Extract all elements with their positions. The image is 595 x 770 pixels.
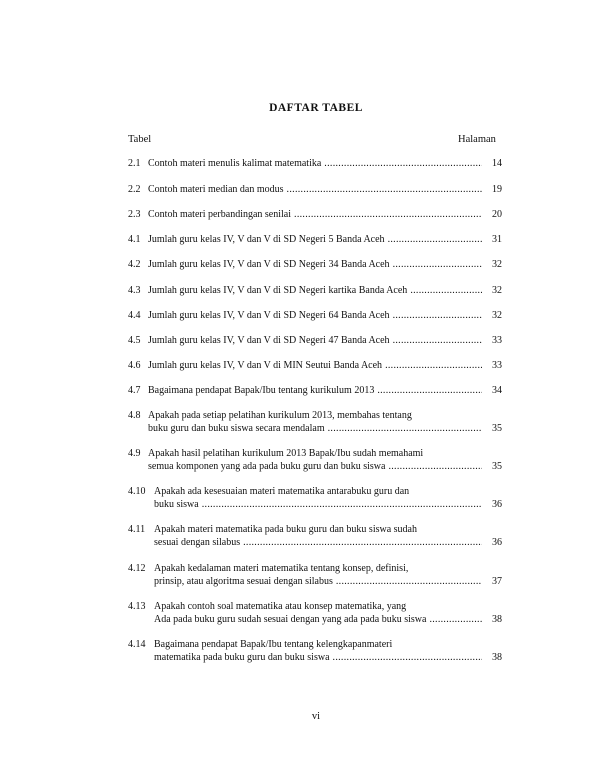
table-number: 2.3 [128, 209, 141, 220]
table-number: 4.2 [128, 259, 141, 270]
table-title: semua komponen yang ada pada buku guru dan buku siswa [148, 461, 386, 472]
table-title: Apakah kedalaman materi matematika tentang konsep, definisi, [154, 563, 409, 574]
dot-leader [243, 536, 482, 549]
page-reference: 32 [492, 259, 502, 270]
dot-leader [410, 284, 482, 297]
table-title: Contoh materi median dan modus [148, 184, 284, 195]
table-list-item [128, 157, 502, 170]
table-title: Jumlah guru kelas IV, V dan V di SD Negeri 47 Banda Aceh [148, 335, 390, 346]
table-number: 4.9 [128, 448, 141, 459]
page-reference: 35 [492, 461, 502, 472]
page-reference: 38 [492, 652, 502, 663]
table-number: 4.11 [128, 524, 146, 535]
dot-leader [393, 258, 482, 271]
table-title: Jumlah guru kelas IV, V dan V di SD Negeri 34 Banda Aceh [148, 259, 390, 270]
dot-leader [388, 233, 482, 246]
page-reference: 14 [492, 158, 502, 169]
page-number: vi [311, 711, 321, 722]
table-list-item [128, 600, 502, 626]
page-reference: 36 [492, 499, 502, 510]
table-number: 4.4 [128, 310, 141, 321]
page-reference: 38 [492, 614, 502, 625]
table-number: 4.12 [128, 563, 146, 574]
table-title: Apakah materi matematika pada buku guru dan buku siswa sudah [154, 524, 417, 535]
table-title: Jumlah guru kelas IV, V dan V di SD Negeri kartika Banda Aceh [148, 285, 408, 296]
table-number: 4.10 [128, 486, 146, 497]
table-list-item [128, 258, 502, 271]
table-title: Bagaimana pendapat Bapak/Ibu tentang kelengkapanmateri [154, 639, 393, 650]
table-number: 4.13 [128, 601, 146, 612]
table-list-item [128, 208, 502, 221]
table-list-item [128, 523, 502, 549]
page-reference: 34 [492, 385, 502, 396]
table-title: Contoh materi menulis kalimat matematika [148, 158, 322, 169]
page-reference: 20 [492, 209, 502, 220]
page-reference: 32 [492, 285, 502, 296]
table-number: 4.6 [128, 360, 141, 371]
dot-leader [202, 498, 482, 511]
page-reference: 36 [492, 537, 502, 548]
table-title: Apakah hasil pelatihan kurikulum 2013 Bapak/Ibu sudah memahami [148, 448, 424, 459]
page-reference: 32 [492, 310, 502, 321]
dot-leader [393, 334, 482, 347]
page-reference: 37 [492, 576, 502, 587]
table-list-item [128, 485, 502, 511]
table-list-item [128, 409, 502, 435]
table-title: Bagaimana pendapat Bapak/Ibu tentang kurikulum 2013 [148, 385, 375, 396]
table-title: Ada pada buku guru sudah sesuai dengan yang ada pada buku siswa [154, 614, 427, 625]
table-title: buku siswa [154, 499, 199, 510]
table-title: prinsip, atau algoritma sesuai dengan silabus [154, 576, 333, 587]
table-number: 4.7 [128, 385, 141, 396]
table-number: 4.3 [128, 285, 141, 296]
table-number: 2.2 [128, 184, 141, 195]
dot-leader [429, 613, 482, 626]
table-list-item [128, 447, 502, 473]
table-title: Apakah pada setiap pelatihan kurikulum 2013, membahas tentang [148, 410, 412, 421]
table-number: 4.14 [128, 639, 146, 650]
table-title: buku guru dan buku siswa secara mendalam [148, 423, 325, 434]
dot-leader [324, 157, 482, 170]
dot-leader [336, 575, 482, 588]
column-header-tabel: Tabel [128, 134, 152, 145]
page-reference: 35 [492, 423, 502, 434]
table-list-item [128, 233, 502, 246]
table-title: Contoh materi perbandingan senilai [148, 209, 292, 220]
table-title: matematika pada buku guru dan buku siswa [154, 652, 330, 663]
page-reference: 33 [492, 335, 502, 346]
dot-leader [328, 422, 482, 435]
dot-leader [385, 359, 482, 372]
dot-leader [393, 309, 482, 322]
table-list-item [128, 562, 502, 588]
table-number: 4.5 [128, 335, 141, 346]
table-list-item [128, 334, 502, 347]
table-title: Jumlah guru kelas IV, V dan V di SD Negeri 64 Banda Aceh [148, 310, 390, 321]
page-reference: 31 [492, 234, 502, 245]
table-list-item [128, 309, 502, 322]
dot-leader [388, 460, 482, 473]
table-list-item [128, 284, 502, 297]
table-title: Jumlah guru kelas IV, V dan V di SD Negeri 5 Banda Aceh [148, 234, 385, 245]
page-reference: 33 [492, 360, 502, 371]
table-list-item [128, 384, 502, 397]
table-list-item [128, 638, 502, 664]
dot-leader [333, 651, 482, 664]
page-reference: 19 [492, 184, 502, 195]
table-number: 4.1 [128, 234, 141, 245]
column-header-halaman: Halaman [458, 134, 496, 145]
table-list-item [128, 183, 502, 196]
dot-leader [294, 208, 482, 221]
dot-leader [377, 384, 482, 397]
table-number: 4.8 [128, 410, 141, 421]
page-title: DAFTAR TABEL [269, 102, 363, 114]
table-title: sesuai dengan silabus [154, 537, 241, 548]
dot-leader [287, 183, 482, 196]
table-number: 2.1 [128, 158, 141, 169]
table-list-item [128, 359, 502, 372]
table-title: Apakah contoh soal matematika atau konsep matematika, yang [154, 601, 407, 612]
table-title: Jumlah guru kelas IV, V dan V di MIN Seutui Banda Aceh [148, 360, 383, 371]
table-title: Apakah ada kesesuaian materi matematika antarabuku guru dan [154, 486, 410, 497]
